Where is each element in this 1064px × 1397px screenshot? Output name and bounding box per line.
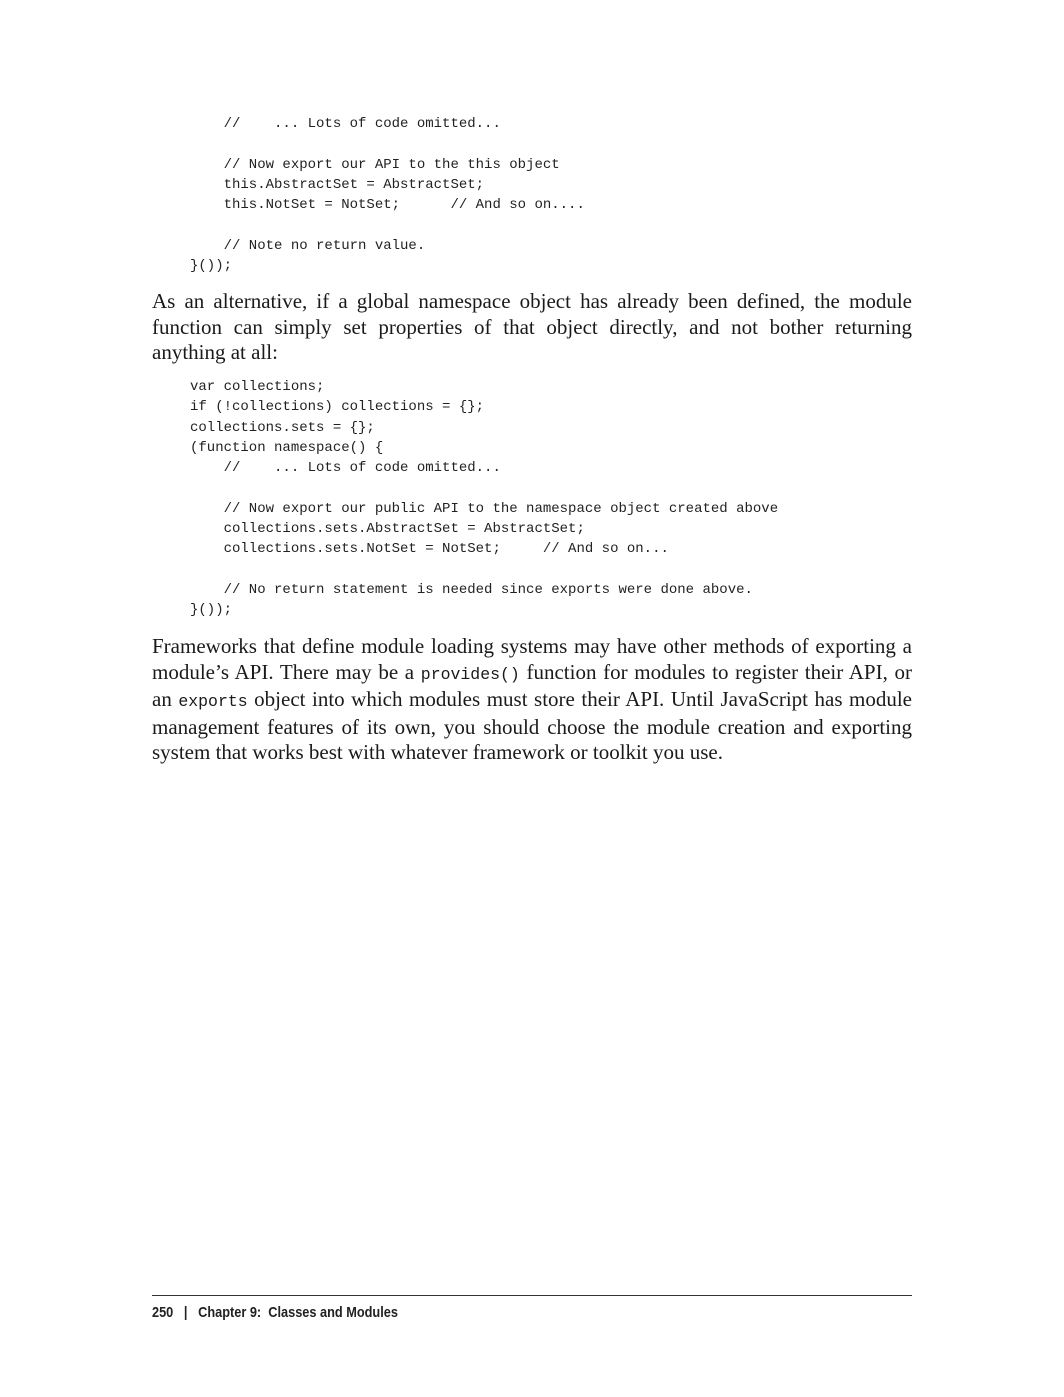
code-line: }()); bbox=[190, 601, 233, 618]
code-line bbox=[190, 559, 778, 579]
code-line: (function namespace() { bbox=[190, 439, 384, 456]
page-number: 250 bbox=[152, 1304, 174, 1321]
code-line: // ... Lots of code omitted... bbox=[190, 460, 501, 476]
body-paragraph-2 bbox=[152, 634, 912, 766]
code-line: // No return statement is needed since exports were done above. bbox=[190, 581, 753, 598]
text: object into which modules must store their API. Until JavaScript has module management features of its own, you should choose the module creation and exporting system that works best with whatever framework or toolkit you use. bbox=[152, 687, 912, 765]
body-paragraph: As an alternative, if a global namespace object has already been defined, the module function can simply set properties of that object directly, and not bother returning anything at all: bbox=[152, 289, 912, 365]
code-line: if (!collections) collections = {}; bbox=[190, 399, 485, 416]
inline-code: provides() bbox=[420, 664, 520, 684]
code-line: // Note no return value. bbox=[190, 237, 426, 254]
text: function for modules to register their API, or an bbox=[152, 659, 912, 712]
code-line bbox=[190, 478, 778, 498]
code-block-1 bbox=[190, 114, 585, 276]
code-line: var collections; bbox=[190, 379, 325, 395]
code-line bbox=[190, 134, 585, 154]
code-line: // ... Lots of code omitted... bbox=[190, 116, 501, 132]
page-footer bbox=[152, 1304, 398, 1321]
code-line: // Now export our public API to the namespace object created above bbox=[190, 500, 779, 517]
code-line: this.NotSet = NotSet; // And so on.... bbox=[190, 197, 585, 213]
code-line: collections.sets.NotSet = NotSet; // And so on... bbox=[190, 541, 669, 557]
inline-code: exports bbox=[178, 692, 248, 712]
footer-separator: | bbox=[183, 1304, 188, 1321]
chapter-title: Chapter 9: Classes and Modules bbox=[198, 1304, 398, 1321]
code-line: this.AbstractSet = AbstractSet; bbox=[190, 176, 485, 193]
code-line bbox=[190, 215, 585, 235]
text: Frameworks that define module loading systems may have other methods of exporting a module’s API. There may be a bbox=[152, 634, 912, 684]
code-line: collections.sets.AbstractSet = AbstractSet; bbox=[190, 520, 585, 537]
code-line: collections.sets = {}; bbox=[190, 419, 375, 436]
footer-rule bbox=[152, 1295, 912, 1296]
code-line: // Now export our API to the this object bbox=[190, 156, 560, 173]
code-block-2 bbox=[190, 377, 778, 620]
code-line: }()); bbox=[190, 257, 233, 274]
